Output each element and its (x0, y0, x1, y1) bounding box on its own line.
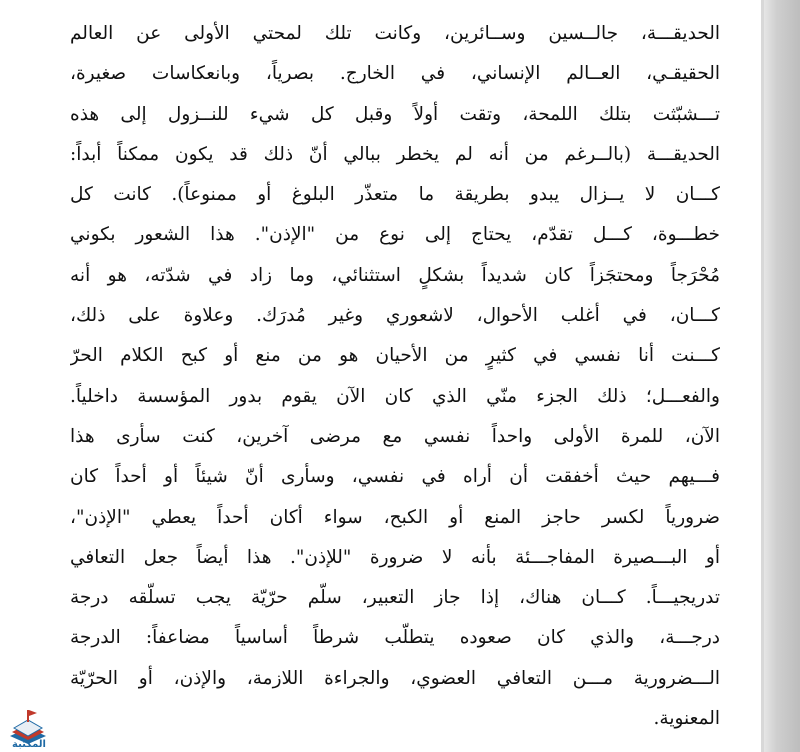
text-line-2: الحقيقـي، العــالم الإنساني، في الخارج. بصرياً، وبانعكاسات صغيرة، (70, 63, 720, 85)
text-line-12: فـــيهم حيث أخفقت أن أراه في نفسي، وسأرى أنّ شيئاً أو أحداً كان (70, 466, 720, 488)
body-text (70, 14, 720, 739)
text-line-13: ضرورياً لكسر حاجز المنع أو الكبح، سواء أكان أحداً يعطي "الإذن"، (70, 506, 720, 528)
text-line-8: كـــان، في أغلب الأحوال، لاشعوري وغير مُدرَك. وعلاوة على ذلك، (70, 305, 720, 327)
text-line-15: تدريجيـــاً. كـــان هناك، إذا جاز التعبير، سلّم حرّيّة يجب تسلّقه درجة (70, 587, 720, 609)
text-line-14: أو البـــصيرة المفاجـــئة بأنه لا ضرورة "للإذن". هذا أيضاً جعل التعافي (70, 546, 720, 568)
text-line-3: تـــشبّثت بتلك اللمحة، وتقت أولاً وقبل كل شيء للنــزول إلى هذه (70, 103, 720, 125)
text-line-11: الآن، للمرة الأولى واحداً نفسي مع مرضى آخرين، كنت سأرى هذا (70, 425, 720, 447)
text-line-4: الحديقـــة (بالــرغم من أنه لم يخطر ببالي أنّ ذلك قد يكون ممكناً أبداً: (70, 143, 720, 165)
text-line-16: درجـــة، والذي كان صعوده يتطلّب شرطاً أساسياً مضاعفاً: الدرجة (70, 627, 720, 649)
page-edge-shadow (764, 0, 800, 752)
logo-label: المكتبة (12, 739, 46, 750)
text-line-18: المعنوية. (653, 708, 720, 730)
text-line-7: مُحْرَجاً ومحتجَزاً كان شديداً بشكلٍ استثنائي، وما زاد في شدّته، هو أنه (70, 264, 720, 286)
text-line-5: كـــان لا يــزال يبدو بطريقة ما متعذّر البلوغ أو ممنوعاً). كانت كل (70, 184, 720, 206)
text-line-9: كـــنت أنا نفسي في كثيرٍ من الأحيان هو من منع أو كبح الكلام الحرّ (70, 345, 720, 367)
text-line-1: الحديقـــة، جالــسين وســائرين، وكانت تلك لمحتي الأولى عن العالم (70, 23, 720, 44)
text-line-6: خطـــوة، كـــل تقدّم، يحتاج إلى نوع من "الإذن". هذا الشعور بكوني (70, 224, 720, 246)
text-line-17: الـــضرورية مـــن التعافي العضوي، والجراءة اللازمة، والإذن، أو الحرّيّة (70, 667, 720, 689)
library-logo (0, 702, 56, 752)
text-line-10: والفعـــل؛ ذلك الجزء منّي الذي كان الآن يقوم بدور المؤسسة داخلياً. (70, 385, 720, 407)
